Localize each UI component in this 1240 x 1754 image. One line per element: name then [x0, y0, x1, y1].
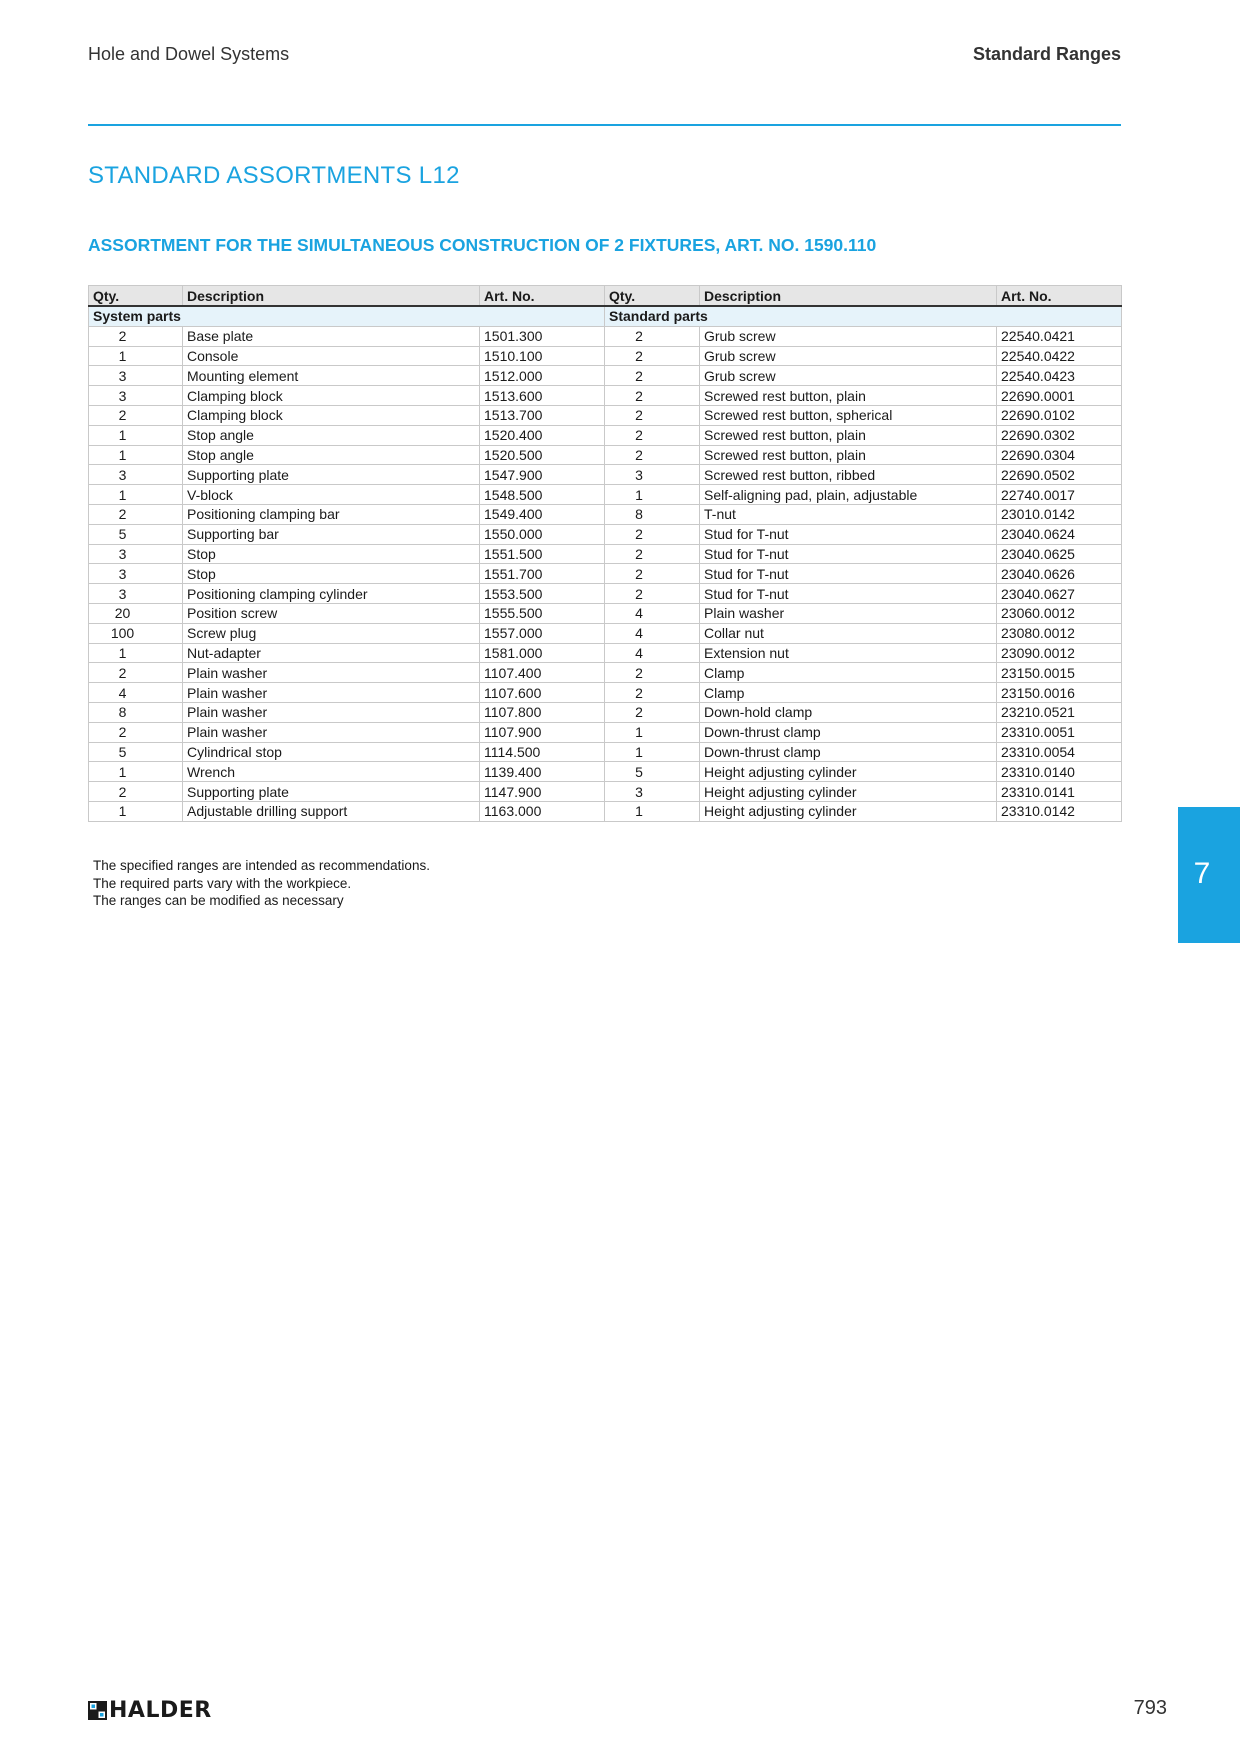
table-row	[89, 683, 1122, 703]
cell-description: Console	[183, 346, 480, 366]
footnote-line: The ranges can be modified as necessary	[93, 893, 344, 908]
table-row	[89, 742, 1122, 762]
cell-qty: 1	[89, 485, 183, 505]
cell-art-no: 1512.000	[480, 366, 605, 386]
table-row	[89, 485, 1122, 505]
cell-qty: 2	[89, 504, 183, 524]
cell-description: Height adjusting cylinder	[700, 782, 997, 802]
cell-description: Plain washer	[700, 603, 997, 623]
cell-description: Screw plug	[183, 623, 480, 643]
cell-qty: 3	[89, 366, 183, 386]
table-row	[89, 782, 1122, 802]
halder-logo-icon	[88, 1701, 107, 1720]
cell-art-no: 23310.0140	[997, 762, 1122, 782]
cell-qty: 8	[605, 504, 700, 524]
table-row	[89, 663, 1122, 683]
cell-qty: 2	[89, 722, 183, 742]
column-header-art-no: Art. No.	[997, 286, 1122, 307]
cell-description: Plain washer	[183, 683, 480, 703]
cell-art-no: 1550.000	[480, 524, 605, 544]
cell-art-no: 23210.0521	[997, 702, 1122, 722]
cell-art-no: 23040.0625	[997, 544, 1122, 564]
cell-description: Stud for T-nut	[700, 584, 997, 604]
cell-art-no: 1107.400	[480, 663, 605, 683]
footnote-line: The required parts vary with the workpiece.	[93, 875, 352, 891]
cell-art-no: 22690.0001	[997, 386, 1122, 406]
cell-qty: 4	[605, 603, 700, 623]
column-header-description: Description	[183, 286, 480, 307]
cell-description: Clamping block	[183, 405, 480, 425]
cell-art-no: 1549.400	[480, 504, 605, 524]
cell-description: Screwed rest button, plain	[700, 445, 997, 465]
cell-description: Stop	[183, 564, 480, 584]
cell-qty: 1	[89, 643, 183, 663]
cell-art-no: 23310.0141	[997, 782, 1122, 802]
cell-qty: 1	[605, 742, 700, 762]
cell-description: Screwed rest button, spherical	[700, 405, 997, 425]
cell-description: Screwed rest button, plain	[700, 425, 997, 445]
table-row	[89, 603, 1122, 623]
cell-art-no: 22690.0502	[997, 465, 1122, 485]
cell-art-no: 1147.900	[480, 782, 605, 802]
cell-art-no: 23310.0142	[997, 801, 1122, 821]
cell-art-no: 23010.0142	[997, 504, 1122, 524]
cell-qty: 20	[89, 603, 183, 623]
table-row	[89, 564, 1122, 584]
cell-description: V-block	[183, 485, 480, 505]
cell-description: Screwed rest button, ribbed	[700, 465, 997, 485]
cell-description: Down-thrust clamp	[700, 742, 997, 762]
table-row	[89, 366, 1122, 386]
cell-description: Screwed rest button, plain	[700, 386, 997, 406]
cell-qty: 3	[89, 584, 183, 604]
cell-description: Cylindrical stop	[183, 742, 480, 762]
table-row	[89, 643, 1122, 663]
cell-art-no: 1553.500	[480, 584, 605, 604]
cell-art-no: 1555.500	[480, 603, 605, 623]
table-row	[89, 326, 1122, 346]
cell-qty: 2	[605, 445, 700, 465]
cell-qty: 5	[89, 742, 183, 762]
cell-qty: 3	[89, 386, 183, 406]
cell-qty: 2	[605, 366, 700, 386]
table-row	[89, 346, 1122, 366]
cell-description: Grub screw	[700, 366, 997, 386]
cell-art-no: 23150.0015	[997, 663, 1122, 683]
cell-description: Plain washer	[183, 702, 480, 722]
table-row	[89, 584, 1122, 604]
cell-description: Height adjusting cylinder	[700, 762, 997, 782]
cell-art-no: 1520.400	[480, 425, 605, 445]
cell-description: Clamp	[700, 683, 997, 703]
header-divider	[88, 124, 1121, 126]
table-row	[89, 465, 1122, 485]
cell-qty: 2	[605, 564, 700, 584]
column-header-qty: Qty.	[605, 286, 700, 307]
cell-art-no: 23040.0626	[997, 564, 1122, 584]
table-row	[89, 524, 1122, 544]
cell-qty: 2	[605, 683, 700, 703]
cell-qty: 2	[605, 405, 700, 425]
cell-qty: 2	[89, 663, 183, 683]
cell-qty: 1	[89, 445, 183, 465]
cell-description: Plain washer	[183, 663, 480, 683]
cell-description: Supporting bar	[183, 524, 480, 544]
cell-description: Collar nut	[700, 623, 997, 643]
cell-art-no: 1551.700	[480, 564, 605, 584]
table-row	[89, 544, 1122, 564]
column-header-art-no: Art. No.	[480, 286, 605, 307]
header-chapter-title: Standard Ranges	[972, 44, 1121, 64]
cell-qty: 1	[89, 801, 183, 821]
cell-qty: 2	[605, 544, 700, 564]
column-header-qty: Qty.	[89, 286, 183, 307]
page-number: 793	[1133, 1697, 1167, 1719]
footnote-line: The specified ranges are intended as recommendations.	[93, 858, 430, 873]
section-label-system-parts: System parts	[89, 306, 605, 326]
cell-description: Stop	[183, 544, 480, 564]
cell-qty: 2	[605, 346, 700, 366]
chapter-tab[interactable]	[1178, 807, 1240, 943]
cell-qty: 2	[89, 405, 183, 425]
cell-description: Stud for T-nut	[700, 524, 997, 544]
cell-art-no: 22540.0421	[997, 326, 1122, 346]
cell-description: Stud for T-nut	[700, 564, 997, 584]
cell-qty: 1	[89, 346, 183, 366]
cell-description: Nut-adapter	[183, 643, 480, 663]
page-title: STANDARD ASSORTMENTS L12	[88, 162, 460, 189]
cell-qty: 2	[605, 386, 700, 406]
cell-description: Plain washer	[183, 722, 480, 742]
cell-description: Positioning clamping cylinder	[183, 584, 480, 604]
table-header-row	[89, 286, 1122, 307]
cell-description: Supporting plate	[183, 465, 480, 485]
halder-logo	[88, 1699, 212, 1721]
assortment-table	[88, 285, 1122, 822]
cell-art-no: 1107.900	[480, 722, 605, 742]
cell-art-no: 1547.900	[480, 465, 605, 485]
cell-qty: 2	[605, 584, 700, 604]
cell-art-no: 22690.0102	[997, 405, 1122, 425]
cell-qty: 1	[605, 485, 700, 505]
table-row	[89, 445, 1122, 465]
header-section-title: Hole and Dowel Systems	[88, 44, 290, 64]
cell-description: Base plate	[183, 326, 480, 346]
table-row	[89, 801, 1122, 821]
cell-qty: 3	[89, 564, 183, 584]
page-subtitle: ASSORTMENT FOR THE SIMULTANEOUS CONSTRUCTION OF 2 FIXTURES, ART. NO. 1590.110	[88, 235, 877, 255]
cell-description: Down-thrust clamp	[700, 722, 997, 742]
cell-art-no: 23060.0012	[997, 603, 1122, 623]
cell-qty: 1	[89, 425, 183, 445]
cell-art-no: 22690.0304	[997, 445, 1122, 465]
cell-description: Grub screw	[700, 346, 997, 366]
cell-qty: 4	[605, 623, 700, 643]
table-row	[89, 405, 1122, 425]
column-header-description: Description	[700, 286, 997, 307]
cell-qty: 4	[605, 643, 700, 663]
cell-art-no: 23310.0051	[997, 722, 1122, 742]
cell-description: Position screw	[183, 603, 480, 623]
cell-art-no: 1501.300	[480, 326, 605, 346]
cell-art-no: 1163.000	[480, 801, 605, 821]
table-row	[89, 702, 1122, 722]
cell-description: Mounting element	[183, 366, 480, 386]
cell-art-no: 22740.0017	[997, 485, 1122, 505]
cell-art-no: 23040.0627	[997, 584, 1122, 604]
cell-art-no: 1581.000	[480, 643, 605, 663]
cell-qty: 1	[89, 762, 183, 782]
cell-description: Clamp	[700, 663, 997, 683]
cell-description: Height adjusting cylinder	[700, 801, 997, 821]
cell-art-no: 1139.400	[480, 762, 605, 782]
cell-art-no: 1107.600	[480, 683, 605, 703]
table-row	[89, 386, 1122, 406]
table-row	[89, 504, 1122, 524]
cell-description: T-nut	[700, 504, 997, 524]
table-row	[89, 425, 1122, 445]
cell-description: Wrench	[183, 762, 480, 782]
cell-qty: 3	[605, 782, 700, 802]
cell-art-no: 1114.500	[480, 742, 605, 762]
cell-description: Stop angle	[183, 445, 480, 465]
cell-description: Stop angle	[183, 425, 480, 445]
cell-qty: 3	[89, 544, 183, 564]
chapter-number: 7	[1193, 857, 1211, 890]
cell-qty: 2	[89, 782, 183, 802]
cell-qty: 2	[605, 425, 700, 445]
cell-art-no: 1107.800	[480, 702, 605, 722]
cell-art-no: 1513.600	[480, 386, 605, 406]
cell-art-no: 1520.500	[480, 445, 605, 465]
cell-qty: 100	[89, 623, 183, 643]
cell-description: Adjustable drilling support	[183, 801, 480, 821]
cell-art-no: 23150.0016	[997, 683, 1122, 703]
cell-qty: 3	[89, 465, 183, 485]
cell-description: Grub screw	[700, 326, 997, 346]
cell-art-no: 1548.500	[480, 485, 605, 505]
cell-art-no: 22690.0302	[997, 425, 1122, 445]
cell-description: Stud for T-nut	[700, 544, 997, 564]
table-row	[89, 722, 1122, 742]
cell-art-no: 23310.0054	[997, 742, 1122, 762]
cell-art-no: 1551.500	[480, 544, 605, 564]
cell-description: Down-hold clamp	[700, 702, 997, 722]
cell-qty: 5	[89, 524, 183, 544]
cell-art-no: 1513.700	[480, 405, 605, 425]
cell-art-no: 23040.0624	[997, 524, 1122, 544]
cell-qty: 2	[605, 524, 700, 544]
cell-qty: 2	[605, 702, 700, 722]
footnotes	[93, 857, 430, 910]
cell-description: Extension nut	[700, 643, 997, 663]
cell-qty: 2	[605, 663, 700, 683]
cell-qty: 3	[605, 465, 700, 485]
cell-art-no: 22540.0423	[997, 366, 1122, 386]
section-label-standard-parts: Standard parts	[605, 306, 1122, 326]
cell-art-no: 23080.0012	[997, 623, 1122, 643]
cell-qty: 2	[605, 326, 700, 346]
cell-description: Positioning clamping bar	[183, 504, 480, 524]
cell-qty: 8	[89, 702, 183, 722]
cell-art-no: 23090.0012	[997, 643, 1122, 663]
cell-art-no: 1510.100	[480, 346, 605, 366]
cell-qty: 5	[605, 762, 700, 782]
cell-description: Supporting plate	[183, 782, 480, 802]
table-row	[89, 623, 1122, 643]
table-row	[89, 762, 1122, 782]
cell-qty: 1	[605, 722, 700, 742]
cell-description: Self-aligning pad, plain, adjustable	[700, 485, 997, 505]
cell-art-no: 1557.000	[480, 623, 605, 643]
cell-qty: 1	[605, 801, 700, 821]
logo-text: HALDER	[109, 1697, 212, 1723]
cell-qty: 4	[89, 683, 183, 703]
cell-art-no: 22540.0422	[997, 346, 1122, 366]
section-row	[89, 306, 1122, 326]
cell-description: Clamping block	[183, 386, 480, 406]
cell-qty: 2	[89, 326, 183, 346]
